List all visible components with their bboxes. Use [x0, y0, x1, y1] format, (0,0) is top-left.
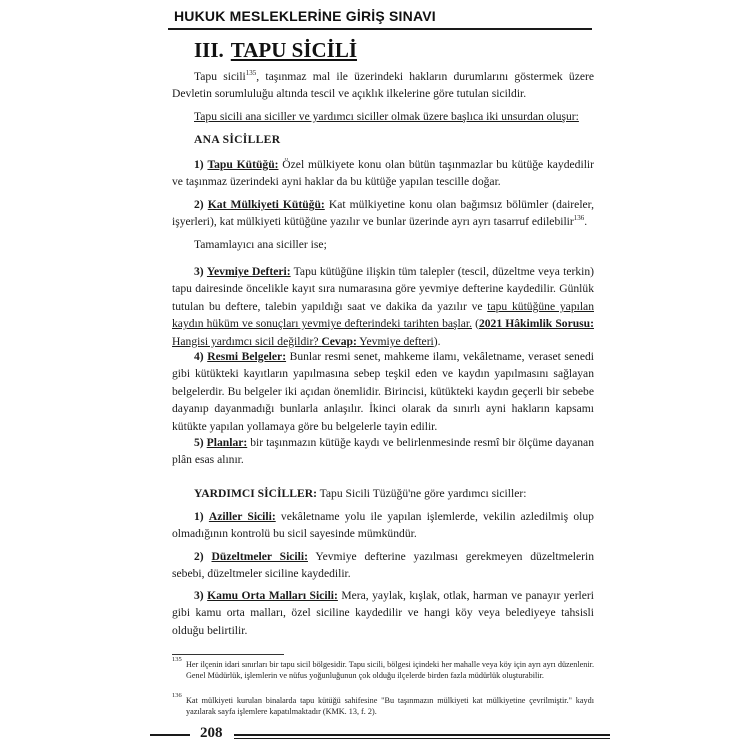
- ana-item-4: [172, 348, 594, 435]
- item-text-end: .: [584, 215, 588, 229]
- footer-rule-right: [234, 734, 610, 736]
- item-number: 5): [194, 436, 204, 449]
- ana-item-3: [172, 263, 594, 350]
- item-number: 3): [194, 265, 204, 278]
- yardimci-siciller-heading: YARDIMCI SİCİLLER:: [194, 487, 317, 500]
- exam-question-label: 2021 Hâkimlik Sorusu:: [478, 317, 594, 331]
- item-term: Yevmiye Defteri:: [206, 265, 291, 278]
- item-term: Tapu Kütüğü:: [207, 158, 279, 171]
- footer-rule-left: [150, 734, 190, 736]
- ana-item-1: [172, 156, 594, 191]
- header-title: HUKUK MESLEKLERİNE GİRİŞ SINAVI: [174, 8, 436, 24]
- footnote-136: 136 Kat mülkiyeti kurulan binalarda tapu kütüğü sahifesine "Bu taşınmazın mülkiyeti kat mülkiyetine çevrilmiştir." kaydı yazılarak sayfa işlemlere kapatılmaktadır (KMK. 13, f. 2).: [172, 692, 594, 716]
- section-heading: TAPU SİCİLİ: [230, 38, 358, 62]
- yardimci-item-1: [172, 508, 594, 543]
- page-number: 208: [194, 725, 229, 742]
- yardimci-item-2: [172, 548, 594, 583]
- item-term: Düzeltmeler Sicili:: [211, 550, 308, 563]
- intro2-text: Tapu sicili ana siciller ve yardımcı siciller olmak üzere başlıca iki unsurdan oluşur:: [194, 110, 579, 123]
- item-text: Kat mülkiyetine konu olan bağımsız bölümler (daireler, işyerleri), kat mülkiyeti kütüğüne yazılır ve bunlar üzerinde ayrı ayrı tasarruf edilebilir: [172, 198, 594, 229]
- yardimci-heading-line: [172, 485, 594, 502]
- item-text: Mera, yaylak, kışlak, otlak, harman ve panayır yerleri gibi kamu orta malları, özel siciline kaydedilir ve hangi köy veya belediyeye tahsisli olduğu belirtilir.: [172, 589, 595, 637]
- yardimci-heading-text: Tapu Sicili Tüzüğü'ne göre yardımcı siciller:: [316, 487, 527, 500]
- item-term: Planlar:: [206, 436, 248, 449]
- footnote-text: Her ilçenin idari sınırları bir tapu sicil bölgesidir. Tapu sicili, bölgesi içindeki her mahalle veya köy için ayrı ayrı düzenlenir. Genel Müdürlük, işlemlerin ve nüfus yoğunluğunun çok olduğu ilçelerde birden fazla müdürlük oluşturabilir.: [186, 660, 594, 680]
- footer-rule-right-thin: [234, 738, 610, 739]
- footnote-ref-136[interactable]: 136: [573, 214, 585, 223]
- intro-text-2: , taşınmaz mal ile üzerindeki hakların durumlarını göstermek üzere Devletin sorumluluğu altında tescil ve açıklık ilkelerine göre tutulan sicildir.: [172, 70, 595, 101]
- item-number: 1): [194, 510, 204, 523]
- item-number: 2): [194, 198, 204, 211]
- footnote-divider: [172, 654, 284, 655]
- item-text: bir taşınmazın kütüğe kaydı ve belirlenmesinde resmî bir ölçüme dayanan plân esas alınır.: [172, 436, 594, 467]
- ana-item-2: [172, 196, 594, 231]
- item-term: Kamu Orta Malları Sicili:: [207, 589, 338, 602]
- exam-answer-label: Cevap:: [321, 334, 357, 348]
- item-number: 4): [194, 350, 204, 363]
- exam-question-text: Hangisi yardımcı sicil değildir?: [172, 334, 322, 348]
- item-text: Tapu kütüğüne ilişkin tüm talepler (tescil, düzeltme veya terkin) tapu dairesinde öncelikle kayıt sıra numarasına göre yevmiye defterine kaydedilir. Günlük tutulan bu deftere, talebin yapıldığı saat ve dakika da yazılır ve: [172, 265, 594, 313]
- item-text-3: ).: [433, 334, 441, 348]
- item-term: Aziller Sicili:: [208, 510, 276, 523]
- ana-item-5: [172, 434, 594, 469]
- intro-paragraph-2: [172, 108, 594, 125]
- footnote-text: Kat mülkiyeti kurulan binalarda tapu kütüğü sahifesine "Bu taşınmazın mülkiyeti kat mülkiyetine çevrilmiştir." kaydı yazılarak sayfa işlemlere kapatılmaktadır (KMK. 13, f. 2).: [186, 696, 594, 716]
- item-text: vekâletname yolu ile yapılan işlemlerde, vekilin azledilmiş olup olmadığının kontrolü bu sicil sayesinde mümkündür.: [172, 510, 594, 541]
- item-term: Resmi Belgeler:: [207, 350, 287, 363]
- footnote-135: 135 Her ilçenin idari sınırları bir tapu sicil bölgesidir. Tapu sicili, bölgesi içindeki her mahalle veya köy için ayrı ayrı düzenlenir. Genel Müdürlük, işlemlerin ve nüfus yoğunluğunun çok olduğu ilçelerde birden fazla müdürlük oluşturabilir.: [172, 656, 594, 680]
- intro-paragraph: [172, 68, 594, 103]
- intro-text-1: Tapu sicili: [194, 70, 246, 83]
- item-text: Bunlar resmi senet, mahkeme ilamı, vekâletname, veraset senedi gibi kütükteki kayıtların yapılmasına sebep teşkil eden ve kaydın yapılmasını sağlayan belgelerdir. Bu belgeler iki açıdan önemlidir. Birincisi, kütükteki kaydın geçerli bir sebebe dayanıp dayanmadığı bunlarla anlaşılır. İkinci olarak da sınırlı ayni hakların kapsamı kütükte yapılan yollamaya göre bu belgelerle tayin edilir.: [172, 350, 594, 433]
- supplement-line: Tamamlayıcı ana siciller ise;: [194, 238, 327, 251]
- item-text: Özel mülkiyete konu olan bütün taşınmazlar bu kütüğe kaydedilir ve taşınmaz üzerindeki ayni haklar da bu kütüğe yapılan tescille doğar.: [172, 158, 594, 189]
- running-header: [168, 2, 592, 30]
- exam-answer-text: Yevmiye defteri: [356, 334, 434, 348]
- footnote-ref-135[interactable]: 135: [245, 69, 257, 78]
- page-footer: [150, 725, 610, 745]
- item-term: Kat Mülkiyeti Kütüğü:: [207, 198, 325, 211]
- section-title: [194, 38, 357, 63]
- item-number: 3): [194, 589, 204, 602]
- item-text: Yevmiye defterine yazılması gerekmeyen düzeltmelerin sebebi, düzeltmeler siciline kaydedilir.: [172, 550, 594, 581]
- ana-siciller-heading: ANA SİCİLLER: [194, 133, 281, 146]
- section-number: III.: [194, 38, 224, 62]
- item-number: 2): [194, 550, 204, 563]
- item-number: 1): [194, 158, 204, 171]
- item-underlined-text: tapu kütüğüne yapılan kaydın hüküm ve sonuçları yevmiye defterindeki tarihten başlar.: [172, 299, 595, 331]
- item-text-2: (: [472, 317, 479, 331]
- yardimci-item-3: [172, 587, 594, 639]
